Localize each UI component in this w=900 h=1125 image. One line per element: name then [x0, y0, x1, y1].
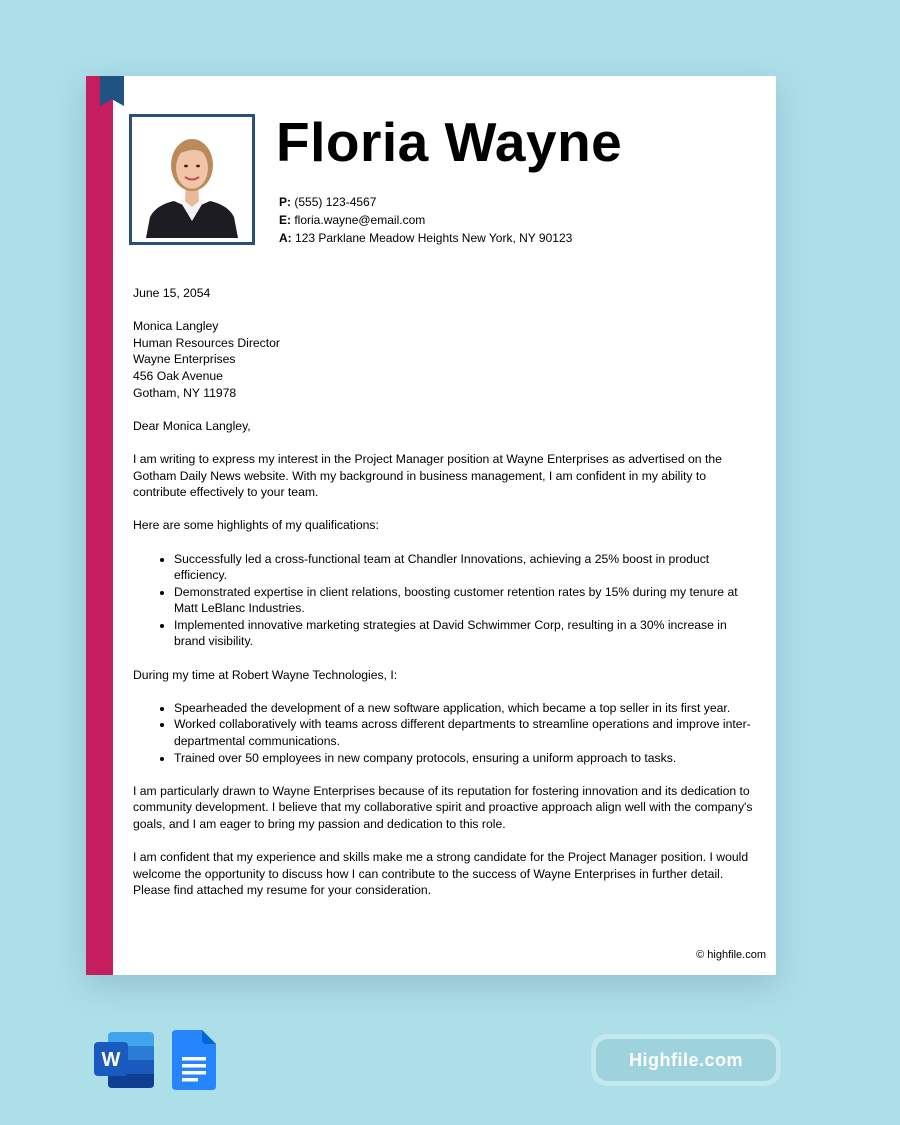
google-docs-icon[interactable]	[172, 1030, 216, 1090]
recipient-name: Monica Langley	[133, 319, 219, 334]
profile-photo	[129, 114, 255, 245]
salutation: Dear Monica Langley,	[133, 418, 251, 433]
highfile-link-label: Highfile.com	[596, 1039, 776, 1081]
applicant-name: Floria Wayne	[276, 111, 623, 173]
email-value: floria.wayne@email.com	[294, 213, 426, 227]
highlights-heading: Here are some highlights of my qualifications:	[133, 518, 379, 533]
list-item: • Worked collaboratively with teams across different departments to streamline operations and improve inter-departmental communications.	[174, 716, 758, 749]
fit-paragraph: I am particularly drawn to Wayne Enterprises because of its reputation for fostering innovation and its dedication to community development. I believe that my collaborative spirit and proactive approach align well with the company's goals, and I am eager to bring my passion and dedication to this role.	[133, 783, 753, 831]
letter-body	[133, 285, 758, 916]
list-item: • Trained over 50 employees in new company protocols, ensuring a uniform approach to tasks.	[174, 750, 758, 767]
recipient-company: Wayne Enterprises	[133, 352, 236, 367]
recipient-address	[133, 318, 758, 401]
closing-paragraph: I am confident that my experience and skills make me a strong candidate for the Project Manager position. I would welcome the opportunity to discuss how I can contribute to the success of Wayne Enterprises in further detail. Please find attached my resume for your consideration.	[133, 850, 749, 898]
recipient-city: Gotham, NY 11978	[133, 385, 237, 400]
cover-letter-page	[86, 76, 776, 975]
highfile-link-button[interactable]	[591, 1034, 781, 1086]
list-item: • Demonstrated expertise in client relations, boosting customer retention rates by 15% during my tenure at Matt LeBlanc Industries.	[174, 584, 758, 617]
recipient-street: 456 Oak Avenue	[133, 368, 223, 383]
accent-side-bar	[86, 76, 113, 975]
phone-value: (555) 123-4567	[294, 195, 377, 209]
contact-block	[279, 193, 572, 247]
microsoft-word-icon[interactable]	[94, 1030, 156, 1090]
email-label: E:	[279, 213, 291, 227]
portrait-image	[136, 121, 248, 238]
address-label: A:	[279, 231, 292, 245]
contact-phone	[279, 193, 572, 211]
copyright-notice: © highfile.com	[696, 949, 766, 961]
letter-date: June 15, 2054	[133, 286, 211, 300]
list-item: • Successfully led a cross-functional team at Chandler Innovations, achieving a 25% boost in product efficiency.	[174, 551, 758, 584]
experience-list	[133, 700, 758, 766]
phone-label: P:	[279, 195, 291, 209]
address-value: 123 Parklane Meadow Heights New York, NY 90123	[295, 231, 573, 245]
recipient-title: Human Resources Director	[133, 335, 280, 350]
intro-paragraph: I am writing to express my interest in the Project Manager position at Wayne Enterprises as advertised on the Gotham Daily News website. With my background in business management, I am confident in my ability to contribute effectively to your team.	[133, 451, 722, 500]
list-item: • Spearheaded the development of a new software application, which became a top seller in its first year.	[174, 700, 758, 717]
highlights-list	[133, 551, 758, 651]
contact-address	[279, 229, 572, 247]
experience-heading: During my time at Robert Wayne Technologies, I:	[133, 667, 398, 682]
contact-email	[279, 211, 572, 229]
list-item: • Implemented innovative marketing strategies at David Schwimmer Corp, resulting in a 30% increase in brand visibility.	[174, 617, 758, 650]
svg-text:W: W	[101, 1049, 121, 1071]
